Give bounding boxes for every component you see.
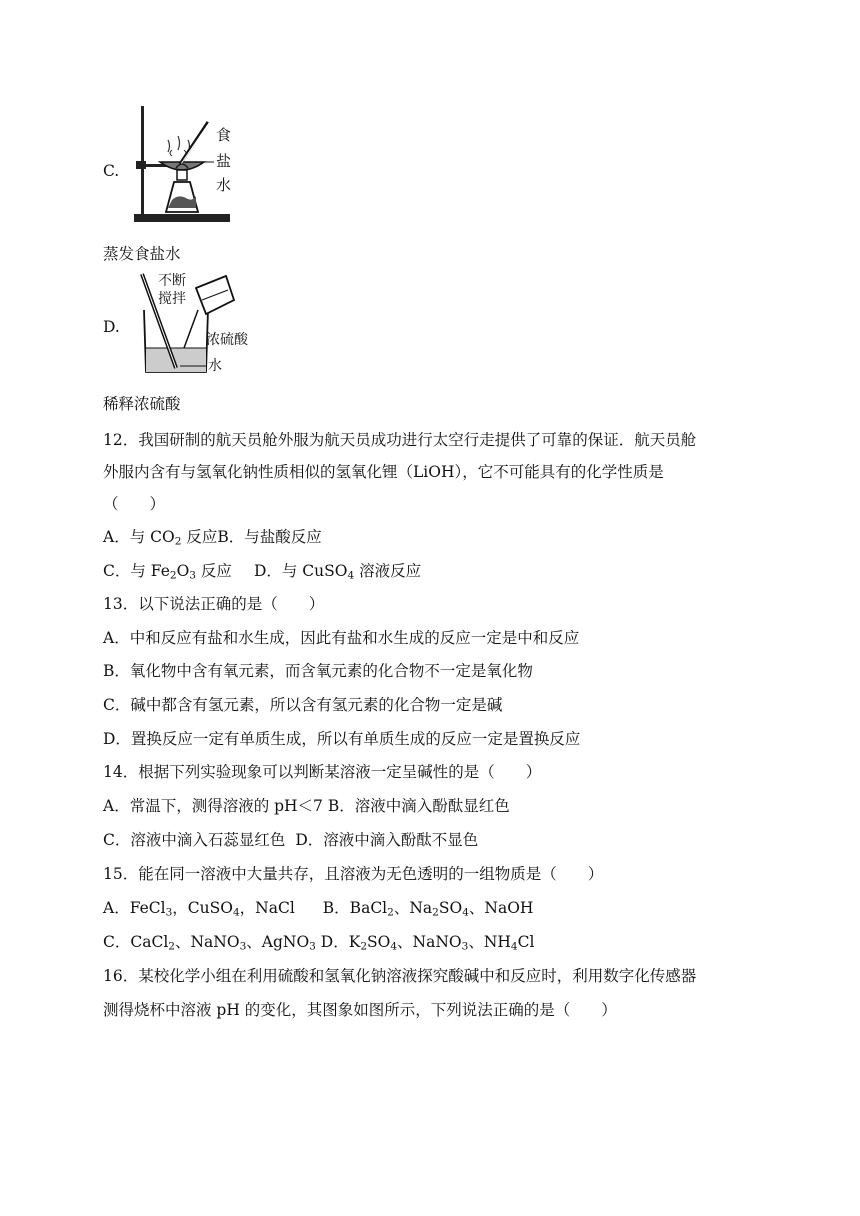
q14-options-cd — [103, 830, 478, 850]
label-buduan: 不断 — [158, 273, 186, 289]
q13-option-d: D．置换反应一定有单质生成，所以有单质生成的反应一定是置换反应 — [103, 730, 581, 748]
label-yan: 盐 — [216, 152, 232, 170]
q12-stem-line2: 外服内含有与氢氧化钠性质相似的氢氧化锂（LiOH），它不可能具有的化学性质是 — [103, 463, 664, 481]
q12-option-d: D．与 CuSO$_4$ 溶液反应 — [253, 562, 422, 582]
label-water: 水 — [208, 358, 222, 374]
q12-option-b: B．与盐酸反应 — [217, 528, 322, 546]
q13-stem: 13．以下说法正确的是（ ） — [103, 595, 325, 613]
option-c-caption: 蒸发食盐水 — [103, 245, 181, 263]
label-shui: 水 — [216, 176, 232, 194]
q15-stem: 15．能在同一溶液中大量共存，且溶液为无色透明的一组物质是（ ） — [103, 865, 604, 883]
q15-options-ab — [103, 898, 533, 918]
option-c-letter: C. — [103, 162, 120, 180]
q14-option-c: C．溶液中滴入石蕊显红色 — [103, 831, 286, 849]
dilution-apparatus-figure — [136, 270, 258, 380]
label-concentrated-acid: 浓硫酸 — [206, 332, 248, 348]
q16-stem-line1: 16．某校化学小组在利用硫酸和氢氧化钠溶液探究酸碱中和反应时，利用数字化传感器 — [103, 967, 697, 985]
q12-stem-line3: （ ） — [103, 495, 166, 513]
q13-option-a: A．中和反应有盐和水生成，因此有盐和水生成的反应一定是中和反应 — [103, 629, 580, 647]
q14-option-a: A．常温下，测得溶液的 pH＜7 — [103, 797, 323, 815]
q15-option-c: C．CaCl$_2$、NaNO$_3$、AgNO$_3$ — [103, 933, 316, 953]
label-jiaoban: 搅拌 — [158, 291, 186, 307]
option-d-caption: 稀释浓硫酸 — [103, 395, 181, 413]
q14-option-d: D．溶液中滴入酚酞不显色 — [295, 831, 479, 849]
q13-option-c: C．碱中都含有氢元素，所以含有氢元素的化合物一定是碱 — [103, 696, 503, 714]
evaporation-apparatus-figure — [132, 104, 240, 230]
q12-option-c: C．与 $Fe_2O_3$ 反应 — [103, 562, 232, 582]
q15-option-a: A．FeCl$_3$，CuSO$_4$，NaCl — [103, 899, 295, 919]
q12-stem-line1: 12．我国研制的航天员舱外服为航天员成功进行太空行走提供了可靠的保证．航天员舱 — [103, 431, 697, 449]
q16-stem-line2: 测得烧杯中溶液 pH 的变化，其图象如图所示，下列说法正确的是（ ） — [103, 1001, 617, 1019]
label-shi: 食 — [216, 126, 232, 144]
q14-option-b: B．溶液中滴入酚酞显红色 — [327, 797, 510, 815]
q15-option-b: B．BaCl$_2$、$Na_2SO_4$、NaOH — [322, 899, 534, 919]
q14-stem: 14．根据下列实验现象可以判断某溶液一定呈碱性的是（ ） — [103, 763, 542, 781]
q15-option-d: D．$K_2SO_4$、NaNO$_3$、$NH_4Cl$ — [320, 933, 535, 953]
q13-option-b: B．氧化物中含有氧元素，而含氧元素的化合物不一定是氧化物 — [103, 662, 533, 680]
q12-options-cd — [103, 561, 421, 581]
q12-options-ab — [103, 527, 322, 547]
q15-options-cd — [103, 932, 534, 952]
q14-options-ab — [103, 796, 510, 816]
q12-option-a: A．与 $CO_2$ 反应 — [103, 528, 218, 548]
option-d-letter: D. — [103, 318, 120, 336]
